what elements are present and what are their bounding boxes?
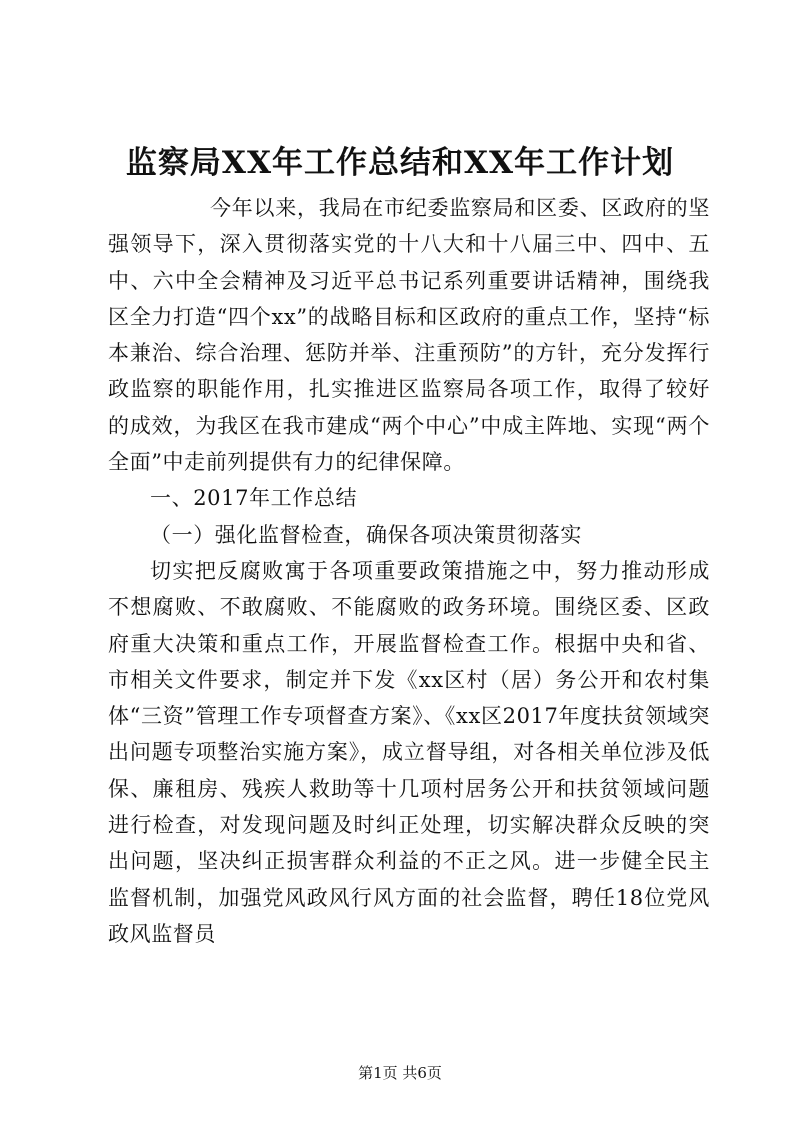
document-body [108,190,710,952]
body-paragraph: 切实把反腐败寓于各项重要政策措施之中，努力推动形成不想腐败、不敢腐败、不能腐败的政务环境。围绕区委、区政府重大决策和重点工作，开展监督检查工作。根据中央和省、市相关文件要求，制定并下发《xx区村（居）务公开和农村集体“三资”管理工作专项督查方案》、《xx区2017年度扶贫领域突出问题专项整治实施方案》，成立督导组，对各相关单位涉及低保、廉租房、残疾人救助等十几项村居务公开和扶贫领域问题进行检查，对发现问题及时纠正处理，切实解决群众反映的突出问题，坚决纠正损害群众利益的不正之风。进一步健全民主监督机制，加强党风政风行风方面的社会监督，聘任18位党风政风监督员 [108,558,710,946]
subsection-heading: （一）强化监督检查，确保各项决策贯彻落实 [150,522,582,547]
document-title: 监察局XX年工作总结和XX年工作计划 [125,145,675,181]
page-footer: 第1页 共6页 [358,1064,442,1082]
section-heading: 一、2017年工作总结 [150,486,358,511]
intro-paragraph: 今年以来，我局在市纪委监察局和区委、区政府的坚强领导下，深入贯彻落实党的十八大和十八届三中、四中、五中、六中全会精神及习近平总书记系列重要讲话精神，围绕我区全力打造“四个xx”的战略目标和区政府的重点工作，坚持“标本兼治、综合治理、惩防并举、注重预防”的方针，充分发挥行政监察的职能作用，扎实推进区监察局各项工作，取得了较好的成效，为我区在我市建成“两个中心”中成主阵地、实现“两个全面”中走前列提供有力的纪律保障。 [108,196,710,475]
